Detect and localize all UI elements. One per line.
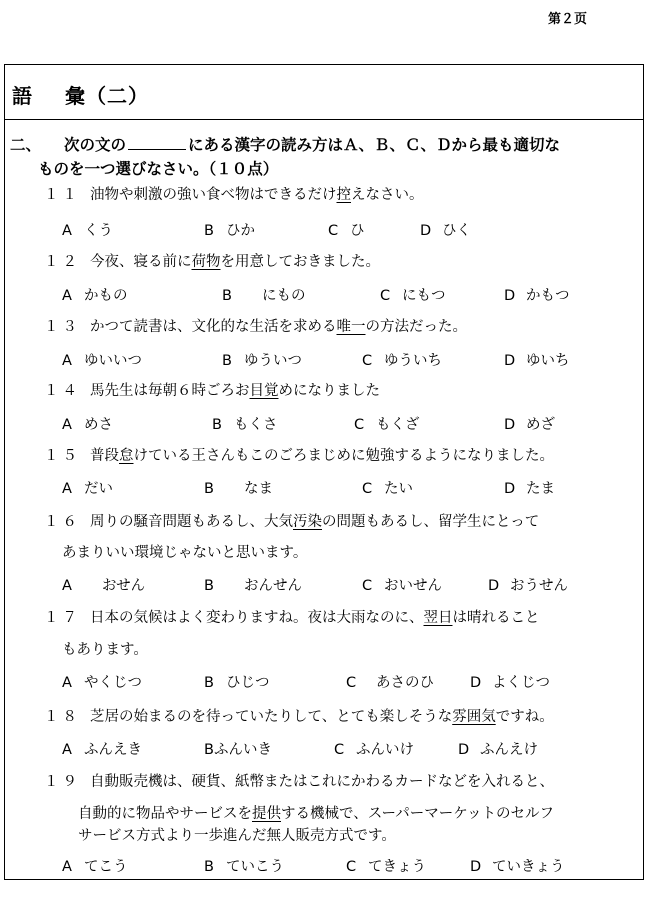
option-d: D かもつ — [504, 288, 570, 304]
option-a: A かもの — [62, 288, 128, 304]
option-d: D ていきょう — [470, 859, 565, 875]
underlined-word: 雰囲気 — [452, 709, 496, 725]
option-a: A だい — [62, 481, 113, 497]
option-d: D よくじつ — [470, 675, 550, 691]
question-number: １２ — [44, 254, 81, 270]
question-text: かつて読書は、文化的な生活を求める — [90, 319, 337, 335]
question-11 — [44, 183, 424, 204]
question-text: 日本の気候はよく変わりますね。夜は大雨なのに、 — [90, 610, 424, 626]
option-a: A おせん — [62, 578, 146, 594]
option-b: B おんせん — [204, 578, 302, 594]
question-text: 普段 — [90, 448, 119, 464]
option-c: C ひ — [328, 223, 365, 239]
divider — [4, 119, 644, 120]
question-14 — [44, 379, 380, 400]
option-b: B もくさ — [212, 417, 278, 433]
option-d: D ひく — [420, 223, 471, 239]
option-d: D ふんえけ — [458, 742, 538, 758]
underlined-word: 荷物 — [191, 254, 221, 270]
option-b: Bふんいき — [204, 742, 272, 758]
instruction-text-b: にある漢字の読み方はＡ、Ｂ、Ｃ、Ｄから最も適切な — [188, 136, 561, 154]
question-text: は晴れること — [452, 610, 540, 626]
page-number: 第２页 — [548, 12, 588, 27]
option-a: A くう — [62, 223, 113, 239]
option-d: D ゆいち — [504, 353, 570, 369]
instruction-number: 二、 — [10, 136, 42, 154]
question-text: えなさい。 — [351, 187, 424, 203]
question-number: １４ — [44, 383, 81, 399]
option-c: C あさのひ — [346, 675, 434, 691]
underlined-word: 唯一 — [336, 319, 366, 335]
option-a: A めさ — [62, 417, 113, 433]
option-a: A ふんえき — [62, 742, 142, 758]
underlined-word: 控 — [336, 187, 351, 203]
option-c: C ふんいけ — [334, 742, 414, 758]
option-b: B ひじつ — [204, 675, 270, 691]
question-continuation: もあります。 — [62, 642, 148, 658]
option-c: C にもつ — [380, 288, 446, 304]
option-c: C もくざ — [354, 417, 420, 433]
question-19 — [44, 770, 554, 791]
instruction-blank — [128, 135, 186, 150]
question-number: １８ — [44, 709, 81, 725]
question-16 — [44, 510, 539, 531]
question-12 — [44, 250, 380, 271]
question-text: 周りの騒音問題もあるし、大気 — [90, 514, 293, 530]
question-text: 芝居の始まるのを待っていたりして、とても楽しそうな — [90, 709, 453, 725]
option-d: D おうせん — [488, 578, 568, 594]
question-number: １９ — [44, 774, 81, 790]
section-title — [12, 80, 149, 109]
option-b: B ていこう — [204, 859, 284, 875]
instruction — [10, 133, 642, 181]
option-c: C たい — [362, 481, 413, 497]
question-number: １１ — [44, 187, 81, 203]
question-text: めになりました — [278, 383, 380, 399]
question-text: を用意しておきました。 — [220, 254, 380, 270]
question-text: 油物や刺激の強い食べ物はできるだけ — [90, 187, 337, 203]
underlined-word: 目覚 — [249, 383, 279, 399]
question-continuation: あまりいい環境じゃないと思います。 — [62, 545, 308, 561]
question-text: の問題もあるし、留学生にとって — [322, 514, 540, 530]
option-d: D たま — [504, 481, 555, 497]
underlined-word: 提供 — [252, 806, 281, 822]
option-b: B ひか — [204, 223, 255, 239]
question-15 — [44, 444, 554, 465]
option-a: A やくじつ — [62, 675, 142, 691]
question-text: 自動販売機は、硬貨、紙幣またはこれにかわるカードなどを入れると、 — [90, 774, 554, 790]
question-continuation: 自動的に物品やサービスを提供する機械で、スーパーマーケットのセルフ — [78, 806, 555, 822]
section-title-part1: 語 — [12, 84, 33, 108]
question-number: １６ — [44, 514, 81, 530]
option-c: C ゆういち — [362, 353, 442, 369]
question-number: １３ — [44, 319, 81, 335]
question-13 — [44, 315, 467, 336]
question-text: けている王さんもこのごろまじめに勉強するようになりました。 — [133, 448, 554, 464]
question-number: １７ — [44, 610, 81, 626]
question-17 — [44, 606, 540, 627]
underlined-word: 怠 — [119, 448, 134, 464]
question-text: の方法だった。 — [365, 319, 467, 335]
instruction-text-a: 次の文の — [64, 136, 127, 154]
underlined-word: 翌日 — [423, 610, 453, 626]
question-18 — [44, 705, 554, 726]
question-text: 馬先生は毎朝６時ごろお — [90, 383, 250, 399]
question-text: 今夜、寝る前に — [90, 254, 192, 270]
option-a: A ゆいいつ — [62, 353, 142, 369]
question-number: １５ — [44, 448, 81, 464]
underlined-word: 汚染 — [293, 514, 322, 530]
question-text: ですね。 — [495, 709, 554, 725]
option-b: B ゆういつ — [222, 353, 302, 369]
option-a: A てこう — [62, 859, 128, 875]
option-b: B なま — [204, 481, 273, 497]
option-b: B にもの — [222, 288, 306, 304]
option-d: D めざ — [504, 417, 555, 433]
section-title-part2: 彙（二） — [65, 84, 149, 108]
option-c: C てきょう — [346, 859, 426, 875]
option-c: C おいせん — [362, 578, 442, 594]
question-continuation: サービス方式より一歩進んだ無人販売方式です。 — [78, 828, 396, 844]
instruction-line2: ものを一つ選びなさい。（１０点） — [38, 160, 279, 178]
